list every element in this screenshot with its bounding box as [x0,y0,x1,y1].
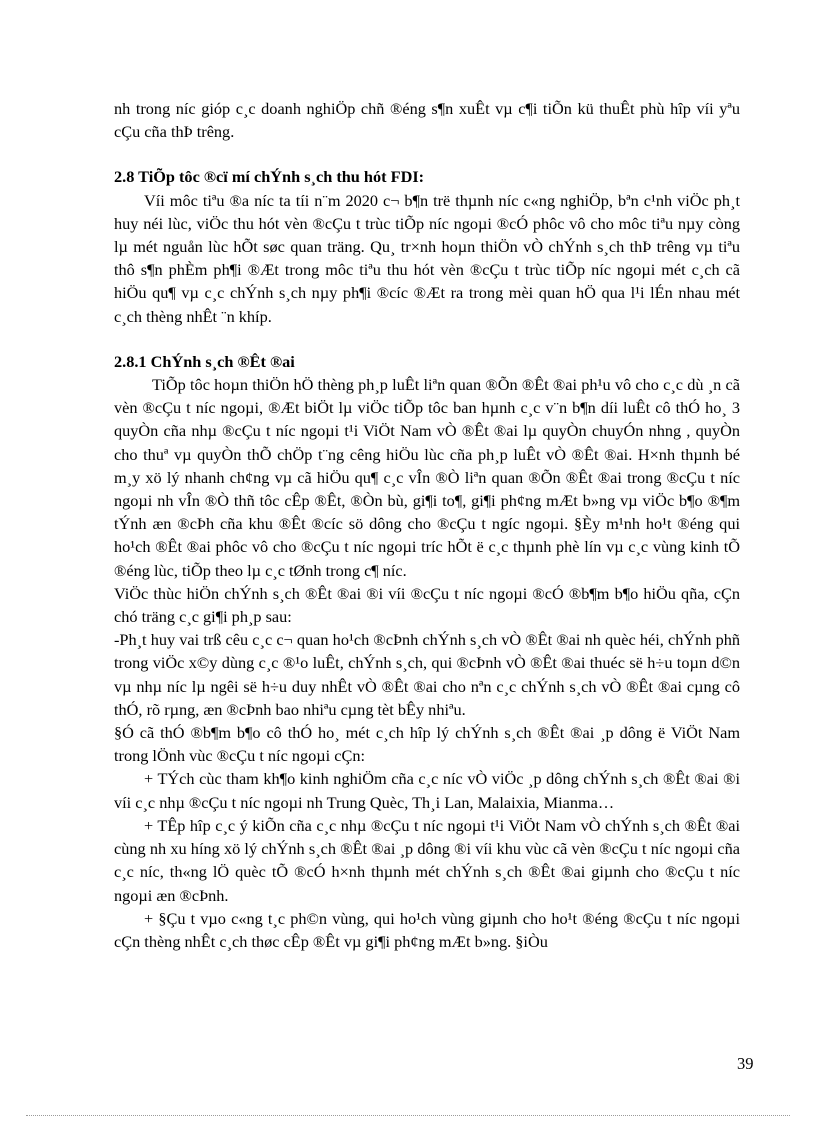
section-heading-2-8: 2.8 TiÕp tôc ®cï mí chÝnh s¸ch thu hót FDI: [114,167,425,187]
footer-divider [26,1115,790,1116]
subsection-heading-2-8-1: 2.8.1 ChÝnh s¸ch ®Êt ®ai [114,351,295,371]
paragraph-agency-role: -Ph¸t huy vai trß cêu c¸c c¬ quan ho¹ch ®cÞnh chÝnh s¸ch vÒ ®Êt ®ai nh quèc héi, chÝnh phñ trong viÖc x©y dùng c¸c ®¹o luÊt, chÝnh s¸ch, qui ®cÞnh vÒ ®Êt ®ai thuéc së h÷u toµn d©n vµ nhµ níc lµ ngêi së h÷u duy nhÊt vÒ ®Êt ®ai cho nªn c¸c chÝnh s¸ch vÒ ®Êt ®ai cµng cô thÓ, rõ rµng, æn ®cÞnh bao nhiªu cµng tèt bÊy nhiªu. [114,630,740,719]
paragraph-fdi-goals: Víi môc tiªu ®a níc ta tíi n¨m 2020 c¬ b¶n trë thµnh níc c«ng nghiÖp, bªn c¹nh viÖc ph¸t huy néi lùc, viÖc thu hót vèn ®cÇu t trùc tiÕp níc ngoµi ®cÓ phôc vô cho môc tiªu nµy còng lµ mét nguån lùc hÕt søc quan träng. Qu¸ tr×nh hoµn thiÖn vÒ chÝnh s¸ch thÞ trêng vµ tiªu thô s¶n phÈm ph¶i ®Æt trong môc tiªu thu hót vèn ®cÇu t trùc tiÕp níc ngoµi mét c¸ch cã hiÖu qu¶ vµ c¸c chÝnh s¸ch nµy ph¶i ®cíc ®Æt ra trong mèi quan hÖ qua l¹i lÉn nhau mét c¸ch thèng nhÊt ¨n khíp. [114,190,740,326]
document-body [114,97,740,953]
paragraph-bullet-experience: + TÝch cùc tham kh¶o kinh nghiÖm cña c¸c níc vÒ viÖc ¸p dông chÝnh s¸ch ®Êt ®ai ®i víi c¸c nhµ ®cÇu t níc ngoµi nh Trung Quèc, Th¸i Lan, Malaixia, Mianma… [114,769,740,812]
page-number: 39 [737,1054,754,1073]
paragraph-concretize-policy: §Ó cã thÓ ®b¶m b¶o cô thÓ ho¸ mét c¸ch hîp lý chÝnh s¸ch ®Êt ®ai ¸p dông ë ViÖt Nam trong lÖnh vùc ®cÇu t níc ngoµi cÇn: [114,723,740,766]
paragraph-land-policy-effectiveness: ViÖc thùc hiÖn chÝnh s¸ch ®Êt ®ai ®i víi ®cÇu t níc ngoµi ®cÓ ®b¶m b¶o hiÖu qña, cÇn chó träng c¸c gi¶i ph¸p sau: [114,583,740,627]
paragraph-bullet-zoning: + §Çu t vµo c«ng t¸c ph©n vùng, qui ho¹ch vùng giµnh cho ho¹t ®éng ®cÇu t níc ngoµi cÇn thèng nhÊt c¸ch thøc cÊp ®Êt vµ gi¶i ph¢ng mÆt b»ng. §iÒu [114,908,740,951]
paragraph-intro-continuation: nh trong níc gióp c¸c doanh nghiÖp chñ ®éng s¶n xuÊt vµ c¶i tiÕn kü thuÊt phù hîp víi yªu cÇu cña thÞ trêng. [114,99,740,142]
paragraph-land-law: TiÕp tôc hoµn thiÖn hÖ thèng ph¸p luÊt liªn quan ®Õn ®Êt ®ai ph¹u vô cho c¸c dù ¸n cã vèn ®cÇu t níc ngoµi, ®Æt biÖt lµ viÖc tiÕp tôc ban hµnh c¸c v¨n b¶n díi luÊt cô thÓ ho¸ 3 quyÒn cña nhµ ®cÇu t níc ngoµi t¹i ViÖt Nam vÒ ®Êt ®ai lµ quyÒn chuyÓn nhng , quyÒn cho thuª vµ quyÒn thÕ chÖp t¨ng cêng hiÖu lùc cña ph¸p luÊt vÒ ®Êt ®ai. H×nh thµnh bé m¸y xö lý nhanh ch¢ng vµ cã hiÖu qu¶ c¸c vÎn ®Ò liªn quan ®Õn ®Êt ®ai trong ®cÇu t níc ngoµi nh vÎn ®Ò thñ tôc cÊp ®Êt, ®Òn bù, gi¶i to¶, gi¶i ph¢ng mÆt b»ng vµ viÖc b¶o ®¶m tÝnh æn ®cÞh cña khu ®Êt ®cíc sö dông cho ®cÇu t ngíc ngoµi. §Èy m¹nh ho¹t ®éng qui ho¹ch ®Êt ®ai phôc vô cho ®cÇu t níc ngoµi tríc hÕt ë c¸c thµnh phè lín vµ c¸c vùng kinh tÕ ®éng lùc, tiÕp theo lµ c¸c tØnh trong c¶ níc. [114,375,740,580]
paragraph-bullet-opinions: + TÊp hîp c¸c ý kiÕn cña c¸c nhµ ®cÇu t níc ngoµi t¹i ViÖt Nam vÒ chÝnh s¸ch ®Êt ®ai cùng nh xu híng xö lý chÝnh s¸ch ®Êt ®ai ¸p dông ®i víi khu vùc cã vèn ®cÇu t níc ngoµi cña c¸c níc, th«ng lÖ quèc tÕ ®cÓ h×nh thµnh mét chÝnh s¸ch ®Êt ®ai giµnh cho ®cÇu t níc ngoµi æn ®cÞnh. [114,815,740,905]
